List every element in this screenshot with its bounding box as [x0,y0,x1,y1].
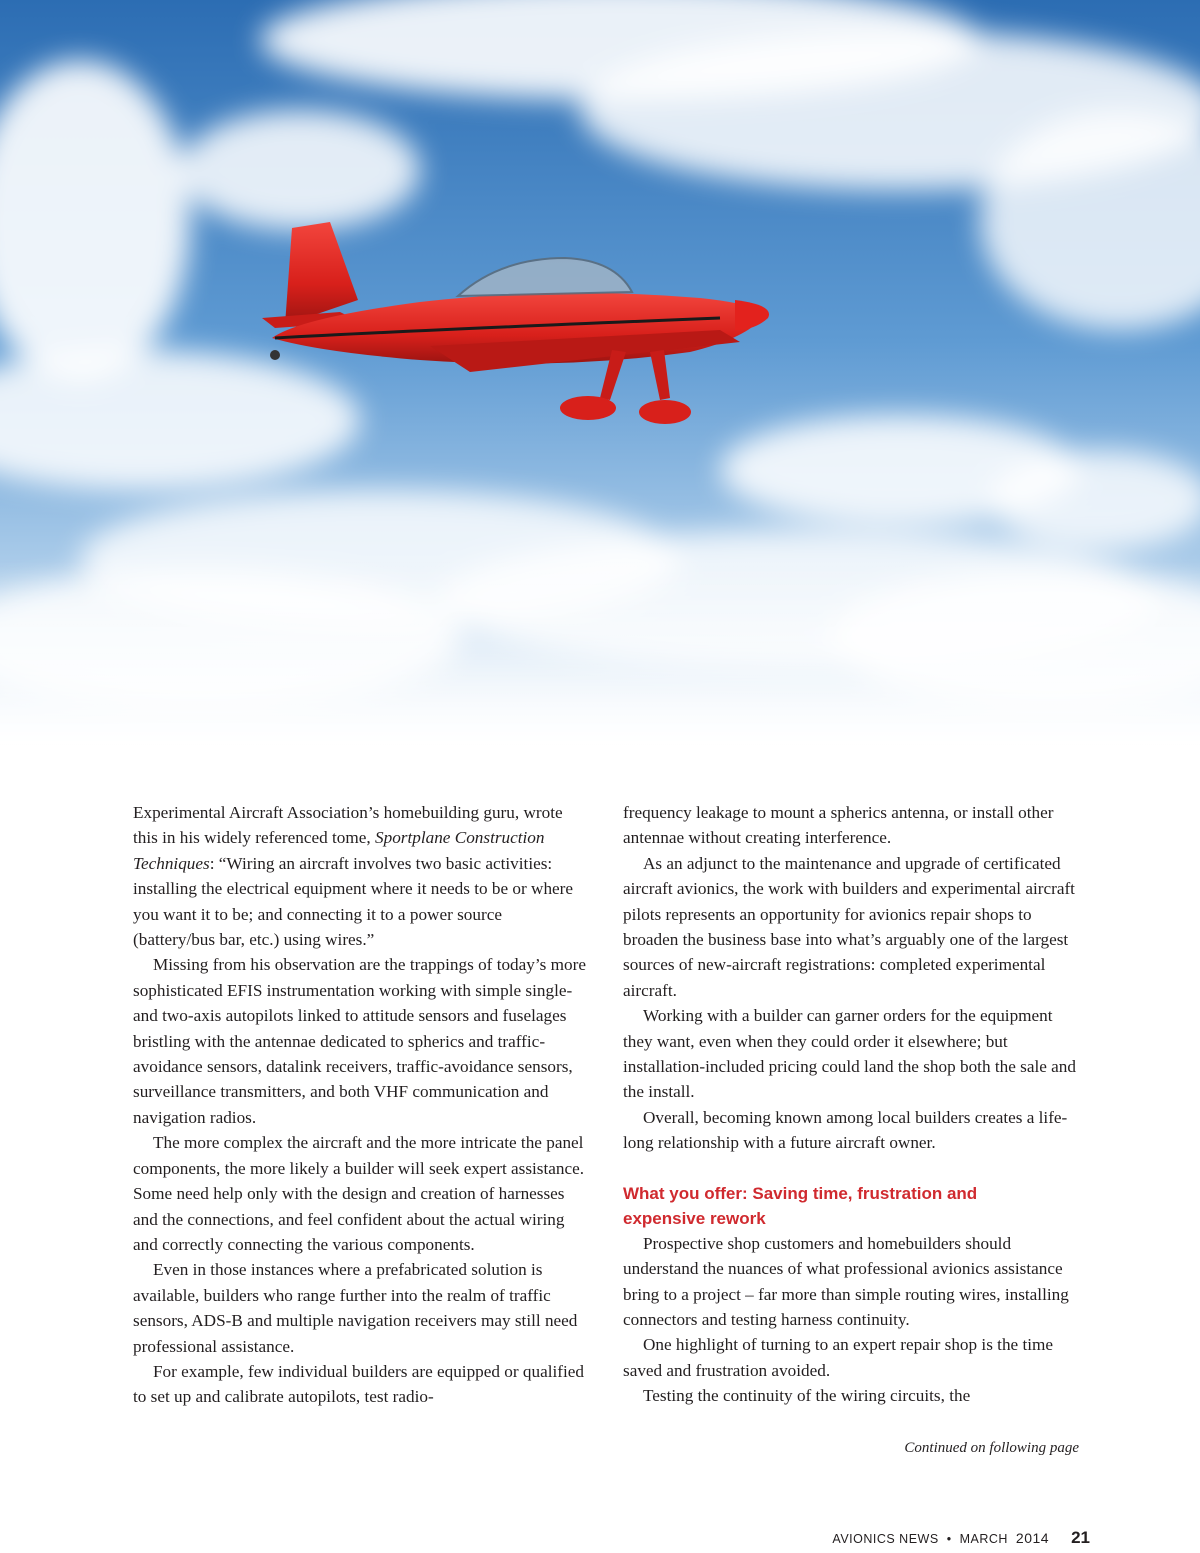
hero-photo [0,0,1200,760]
footer-bullet: • [946,1532,952,1546]
body-paragraph [133,800,588,952]
body-paragraph [133,1257,588,1359]
paragraph-text: Even in those instances where a prefabricated solution is available, builders who range further into the realm of traffic sensors, ADS-B and multiple navigation receivers may still need professional assistance. [133,1260,578,1356]
right-column [623,800,1078,1409]
body-paragraph [133,1359,588,1410]
paragraph-text: One highlight of turning to an expert repair shop is the time saved and frustration avoided. [623,1335,1054,1380]
body-paragraph [623,1383,1078,1408]
page-footer [832,1528,1090,1548]
left-column [133,800,588,1410]
paragraph-text: Testing the continuity of the wiring circuits, the [643,1386,971,1406]
body-paragraph [623,1332,1078,1383]
continued-note: Continued on following page [904,1440,1079,1456]
paragraph-text: The more complex the aircraft and the more intricate the panel components, the more likely a builder will seek expert assistance. Some need help only with the design and creation of harnesses and the connections, and feel confident about the actual wiring and correctly connecting the various components. [133,1133,585,1254]
paragraph-text: Working with a builder can garner orders for the equipment they want, even when they could order it elsewhere; but installation-included pricing could land the shop both the sale and the install. [623,1006,1076,1102]
paragraph-text: As an adjunct to the maintenance and upgrade of certificated aircraft avionics, the work with builders and experimental aircraft pilots represents an opportunity for avionics repair shops to broaden the business base into what’s arguably one of the largest sources of new-aircraft registrations: completed experimental aircraft. [623,853,1075,1000]
paragraph-text: Missing from his observation are the trappings of today’s more sophisticated EFIS instrumentation working with simple single- and two-axis autopilots linked to attitude sensors and fuselages bristling with the antennae dedicated to spherics and traffic-avoidance sensors, datalink receivers, traffic-avoidance sensors, surveillance transmitters, and both VHF communication and navigation radios. [133,955,586,1127]
body-paragraph [623,1003,1078,1105]
body-paragraph [133,1130,588,1257]
body-paragraph [623,851,1078,1003]
publication-name: AVIONICS NEWS [832,1532,939,1546]
paragraph-text: Experimental Aircraft Association’s homebuilding guru, wrote this in his widely referenced tome, [133,803,563,848]
paragraph-text: frequency leakage to mount a spherics antenna, or install other antennae without creating interference. [623,803,1054,848]
issue-month: MARCH [959,1532,1008,1546]
sky-airplane-illustration [0,0,1200,760]
paragraph-text: For example, few individual builders are equipped or qualified to set up and calibrate autopilots, test radio- [133,1361,584,1407]
right-column-top [623,800,1078,1156]
body-paragraph [623,1231,1078,1333]
section-subhead: What you offer: Saving time, frustration and expensive rework [623,1183,978,1228]
body-paragraph [623,800,1078,851]
page-number: 21 [1071,1528,1090,1547]
paragraph-text: Overall, becoming known among local builders creates a life-long relationship with a future aircraft owner. [623,1107,1068,1153]
issue-year: 2014 [1015,1530,1050,1546]
body-paragraph [623,1105,1078,1156]
paragraph-text: : “Wiring an aircraft involves two basic activities: installing the electrical equipment where it needs to be or where you want it to be; and connecting it to a power source (battery/bus bar, etc.) using wires.” [133,853,574,950]
right-column-bottom [623,1231,1078,1409]
book-title: Sportplane Construction Techniques [133,828,545,873]
paragraph-text: Prospective shop customers and homebuilders should understand the nuances of what professional avionics assistance bring to a project – far more than simple routing wires, installing connectors and testing harness continuity. [623,1233,1069,1329]
body-paragraph [133,952,588,1130]
